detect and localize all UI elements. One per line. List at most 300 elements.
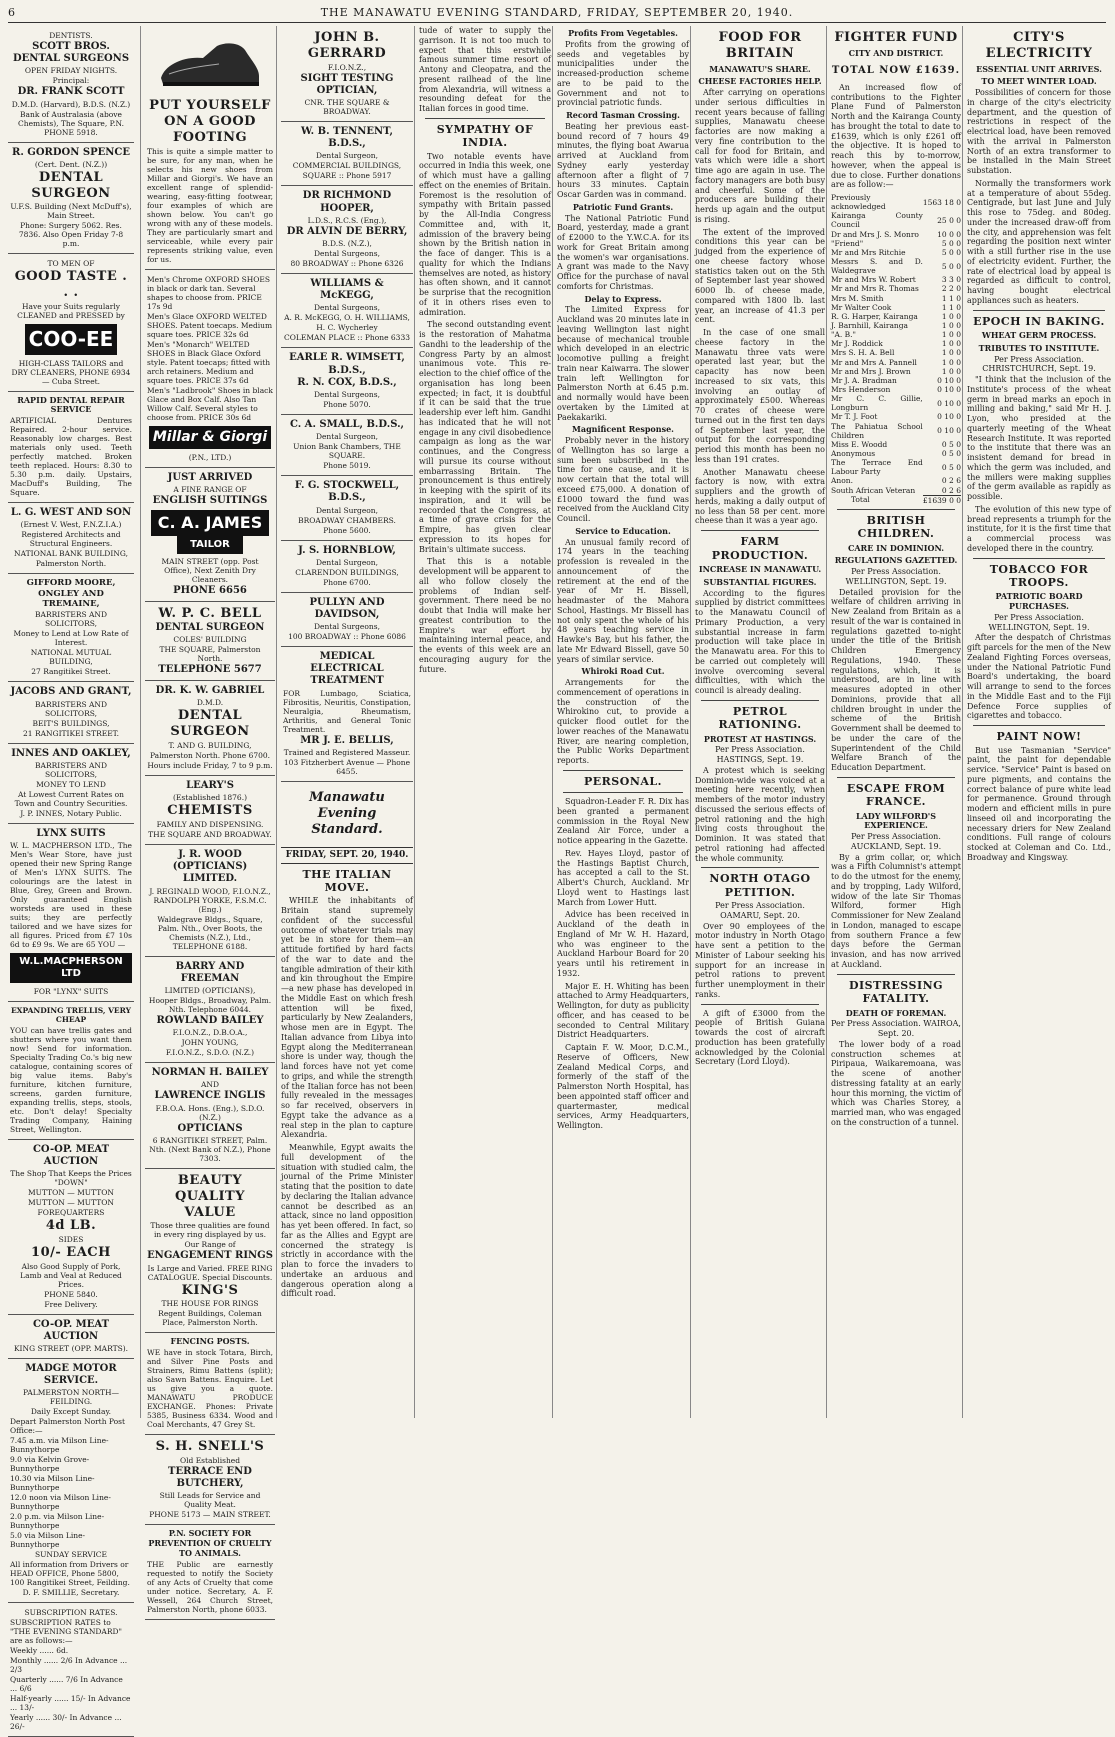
timetable-row: 2.0 p.m. via Milson Line-Bunnythorpe bbox=[10, 1512, 105, 1531]
ad-heading: FENCING POSTS. bbox=[170, 1336, 250, 1347]
ad-stockwell bbox=[281, 476, 413, 540]
donation-row bbox=[831, 348, 961, 357]
news-item-title: Whiroki Road Cut. bbox=[581, 666, 665, 677]
news-item-title: Delay to Express. bbox=[584, 293, 662, 304]
ad-heading: LEARY'S bbox=[186, 780, 234, 792]
ad-heading: L. G. WEST AND SON bbox=[10, 507, 132, 519]
paint-ad-text: But use Tasmanian "Service" paint, the paint for dependable service. "Service" Paint is based on pure pigments, and contains the correct balance of pure white lead for permanence. Ground through modern and efficient mills in pure linseed oil and incorporating the necessary driers for New Zealand conditions. Full range of colours stocked at Coleman and Co. Ltd., Broadway and Kingsway. bbox=[967, 745, 1111, 862]
article-paragraph: "I think that the inclusion of the Institute's process of the wheat germ in bread marks an epoch in milling and baking," said Mr H. J. Lyon, who presided at the quarterly meeting of the Wheat Research Institute. It was reported to the institute that there was an insistent demand for bread in which the germ was included, and the millers were making supplies of the germ available as rapidly as possible. bbox=[967, 375, 1111, 502]
ad-bailey-inglis bbox=[145, 1063, 275, 1169]
ad-line: OPEN FRIDAY NIGHTS. bbox=[24, 66, 118, 76]
article-subheading: CARE IN DOMINION. bbox=[847, 542, 945, 553]
ad-line: Those three qualities are found in every ring displayed by us. bbox=[150, 1221, 270, 1240]
donation-row bbox=[831, 422, 961, 440]
ad-line: Dental Surgeon, bbox=[315, 505, 379, 515]
ad-heading: W. P. C. BELL bbox=[158, 605, 262, 621]
ad-line: BARRISTERS AND SOLICITORS, bbox=[35, 760, 107, 779]
ad-jr-wood bbox=[145, 845, 275, 957]
ad-innes-oakley bbox=[8, 744, 134, 824]
ad-madge-motor bbox=[8, 1359, 134, 1603]
page-number: 6 bbox=[8, 6, 16, 19]
ad-line: Have your Suits regularly CLEANED and PRESSED by bbox=[17, 302, 125, 321]
dateline: Per Press Association. CHRISTCHURCH, Sept. 19. bbox=[982, 354, 1096, 374]
article-paragraph: Possibilities of concern for those in charge of the city's electricity department, and the question of restrictions in respect of the electrical load, have been removed with the arrival in Palmerston North of an extra transformer to be installed in the Main Street substation. bbox=[967, 88, 1111, 176]
ad-heading: JOHN B. GERRARD bbox=[307, 30, 387, 61]
column-3 bbox=[276, 26, 417, 1418]
ad-line: F.I.O.N.Z., S.D.O. (N.Z.) bbox=[165, 1048, 255, 1058]
donation-row bbox=[831, 367, 961, 376]
ad-line: The Shop That Keeps the Prices "DOWN" bbox=[10, 1168, 132, 1187]
masthead-title: THE MANAWATU EVENING STANDARD, FRIDAY, SEPTEMBER 20, 1940. bbox=[320, 6, 794, 19]
divider bbox=[701, 867, 819, 868]
ad-heading: EXPANDING TRELLIS, VERY CHEAP bbox=[10, 1006, 132, 1025]
article-headline: PETROL RATIONING. bbox=[718, 704, 802, 732]
ad-heading: PULLYN AND DAVIDSON, bbox=[309, 596, 385, 620]
donor-name: Dr and Mrs J. S. Monro bbox=[831, 229, 919, 239]
ad-coop-meat bbox=[8, 1140, 134, 1315]
ad-lynx-suits bbox=[8, 824, 134, 1003]
ad-west-and-son bbox=[8, 503, 134, 574]
ad-line: AND bbox=[201, 1080, 219, 1090]
donor-name: Mrs M. Smith bbox=[831, 293, 884, 303]
ad-line: Daily Except Sunday. bbox=[30, 1407, 112, 1417]
column-2 bbox=[140, 26, 279, 1614]
ad-line: MUTTON — MUTTON bbox=[28, 1187, 114, 1197]
article-subheading: CITY AND DISTRICT. bbox=[848, 47, 944, 58]
ca-james-logo: C. A. JAMES bbox=[151, 510, 269, 536]
donation-amount: 0 10 0 bbox=[937, 398, 961, 408]
ad-wpc-bell bbox=[145, 602, 275, 681]
ad-heading: MEDICAL ELECTRICAL TREATMENT bbox=[310, 651, 384, 687]
ad-line: CLARENDON BUILDINGS, bbox=[295, 567, 399, 577]
column-5 bbox=[552, 26, 693, 1418]
ad-scott-bros bbox=[8, 26, 134, 143]
ad-line: D.M.D. bbox=[196, 698, 224, 708]
edition-date: FRIDAY, SEPT. 20, 1940. bbox=[281, 847, 413, 864]
ad-heading: DR. FRANK SCOTT bbox=[17, 86, 125, 98]
donor-name: Mr and Mrs A. Pannell bbox=[831, 357, 917, 367]
ad-line: WE have in stock Totara, Birch, and Silver Pine Posts and Strainers, Rimu Battens (split); also Sawn Battens. Enquire. Let us give you a quote. MANAWATU PRODUCE EXCHANGE. Phones: Private 5385, Business 6334. Wood and Coal Merchants, 47 Grey St. bbox=[147, 1348, 273, 1430]
donor-name: Mr and Mrs W. Robert bbox=[831, 275, 916, 285]
ad-heading: TERRACE END BUTCHERY, bbox=[168, 1466, 252, 1490]
ad-line: W. L. MACPHERSON LTD., The Men's Wear Store, have just opened their new Spring Range of Men's LYNX SUITS. The colourings are the latest in Blue, Grey, Green and Brown. Only guaranteed English worsteds are used in these suits; they are perfectly tailored and we have sizes for all figures. Priced from £7 10s 6d to £9 9s. We are 65 YOU — bbox=[10, 840, 132, 949]
ad-heading: CO-OP. MEAT AUCTION bbox=[32, 1143, 110, 1167]
ad-gifford-moore bbox=[8, 574, 134, 682]
article-subheading: WHEAT GERM PROCESS. bbox=[981, 330, 1097, 341]
shoe-illustration bbox=[155, 34, 265, 94]
ad-line: FOREQUARTERS bbox=[37, 1207, 105, 1217]
ad-barry-freeman bbox=[145, 957, 275, 1064]
donor-name: South African Veteran bbox=[831, 485, 916, 495]
news-item-body: An unusual family record of 174 years in the teaching profession is revealed in the announcement of the retirement at the end of the year of Mr H. Bissell, headmaster of the Mahora School, Hastings. Mr Bissell has not only spent the whole of his 48 years teaching service in Hawke's Bay, but his father, the late Mr Edward Bissell, gave 50 years of similar service. bbox=[557, 537, 689, 664]
article-headline: BRITISH CHILDREN. bbox=[857, 513, 935, 541]
ad-line: MAIN STREET (opp. Post Office), Next Zenith Dry Cleaners. bbox=[161, 556, 259, 584]
divider bbox=[563, 770, 683, 771]
ad-small bbox=[281, 415, 413, 476]
ad-line: Our Range of bbox=[184, 1240, 236, 1250]
ad-line: Waldegrave Bldgs., Square, Palm. Nth., Over Boots, the Chemists (N.Z.), Ltd., TELEPHONE 6188. bbox=[157, 914, 263, 951]
donation-row bbox=[831, 303, 961, 312]
article-subheading: SUBSTANTIAL FIGURES. bbox=[703, 576, 817, 587]
article-paragraph: Normally the transformers work at a temperature of about 55deg. Centigrade, but last June and July this rose to 75deg. and 80deg. under the increased draw-off from the city, and apprehension was felt regarding the position next winter with a still further rise in the use of electricity evident. Further, the rate of electrical load by appeal is regarded as difficult to control, having bought electrical appliances such as heaters. bbox=[967, 178, 1111, 305]
donor-name: "A. B." bbox=[831, 330, 856, 340]
ad-tennent bbox=[281, 122, 413, 186]
ad-line: D.M.D. (Harvard), B.D.S. (N.Z.) bbox=[11, 99, 131, 109]
dateline: Per Press Association. WELLINGTON, Sept. 19. bbox=[988, 612, 1090, 632]
donation-row bbox=[831, 193, 961, 211]
donation-row bbox=[831, 440, 961, 449]
article-subheading: DEATH OF FOREMAN. bbox=[845, 1007, 947, 1018]
ad-line: Phone 5070. bbox=[323, 399, 371, 409]
ad-line: Phone 5019. bbox=[323, 461, 371, 471]
donor-name: R. G. Harper, Kairanga bbox=[831, 311, 918, 321]
ad-heading: DENTAL SURGEON bbox=[170, 708, 250, 740]
ad-line: Phone: Surgery 5062. Res. 7836. Also Open Friday 7-8 p.m. bbox=[18, 221, 124, 249]
ad-line: A. R. McKEGG, O. H. WILLIAMS, bbox=[284, 313, 410, 323]
shoe-item: Men's "Ladbrook" Shoes in black Glace and Box Calf. Also Tan Willow Calf. Several styles to choose from. PRICE 30s 6d bbox=[147, 385, 273, 422]
ad-shoe-range bbox=[145, 270, 275, 468]
article-subheading: PROTEST AT HASTINGS. bbox=[703, 733, 817, 744]
article-paragraph: The second outstanding event is the restoration of Mahatma Gandhi to the leadership of the Congress Party by an almost unanimous vote. This re-election to the chief office of the organisation has long been expected; in fact, it is doubtful if it can be said that the true leadership ever left him. Gandhi has indicated that he will not engage in any civil disobedience campaign as long as the war continues, and the Congress will pursue its course without embarrassing Britain. The pronouncement is thus entirely in keeping with the spirit of its inspiration, and it will be recorded that the Congress, at a time of grave crisis for the Empire, has given clear expression to its hopes for Britain's ultimate success. bbox=[419, 320, 551, 554]
ad-heading: DENTAL SURGEON bbox=[31, 169, 111, 201]
fund-total: TOTAL NOW £1639. bbox=[831, 64, 961, 76]
article-subheading: TRIBUTES TO INSTITUTE. bbox=[978, 342, 1100, 353]
donation-amount: 1 0 0 bbox=[941, 348, 961, 358]
ad-heading: DENTAL SURGEON bbox=[155, 621, 265, 633]
donor-name: Previously acknowledged bbox=[831, 193, 886, 212]
donation-amount: 0 10 0 bbox=[937, 426, 961, 436]
paper-name-line-1: Manawatu bbox=[309, 789, 385, 805]
ad-heading: VALUE bbox=[184, 1204, 236, 1220]
article-subheading: PATRIOTIC BOARD PURCHASES. bbox=[995, 591, 1083, 612]
ad-line: (P.N., LTD.) bbox=[188, 452, 232, 462]
divider bbox=[973, 558, 1105, 559]
ad-line: Also Good Supply of Pork, Lamb and Veal at Reduced Prices. bbox=[20, 1261, 122, 1289]
ad-line: U.F.S. Building (Next McDuff's), Main Street. bbox=[10, 202, 132, 221]
rate-row: Monthly ...... 2/6 In Advance ... 2/3 bbox=[10, 1656, 128, 1675]
ad-line: 21 RANGITIKEI STREET. bbox=[23, 728, 119, 738]
donation-amount: 1563 18 0 bbox=[922, 197, 961, 207]
column-6 bbox=[690, 26, 829, 1418]
rate-row: Weekly ...... 6d. bbox=[10, 1646, 69, 1656]
donation-amount: 5 0 0 bbox=[941, 261, 961, 271]
ad-hornblow bbox=[281, 541, 413, 593]
ad-heading: C. A. SMALL, B.D.S., bbox=[289, 418, 405, 430]
news-item-body: Beating her previous east-bound record of 7 hours 49 minutes, the flying boat Awarua arrived at Auckland from Sydney early yesterday afternoon after a flight of 7 hours 33 minutes. Captain Oscar Garden was in command. bbox=[557, 121, 689, 199]
article-subheading: ESSENTIAL UNIT ARRIVES. bbox=[976, 63, 1102, 74]
donation-row bbox=[831, 394, 961, 412]
ad-line: PHONE 5840. bbox=[44, 1289, 98, 1299]
ad-line: At Lowest Current Rates on Town and Country Securities. bbox=[14, 789, 128, 808]
ad-pullyn-davidson bbox=[281, 593, 413, 647]
ad-line: H. C. Wycherley bbox=[316, 323, 378, 333]
ad-coop-meat-address bbox=[8, 1315, 134, 1359]
ad-heading: ENGAGEMENT RINGS bbox=[147, 1250, 273, 1262]
macpherson-logo: W.L.MACPHERSON LTD bbox=[10, 953, 132, 983]
ad-line: BROADWAY CHAMBERS. bbox=[298, 515, 396, 525]
timetable-row: 10.30 via Milson Line-Bunnythorpe bbox=[10, 1474, 95, 1493]
ad-heading: F. G. STOCKWELL, B.D.S., bbox=[294, 480, 400, 504]
ad-line: Dental Surgeons, bbox=[314, 622, 380, 632]
news-item-title: Service to Education. bbox=[575, 525, 671, 536]
ad-williams-mckegg bbox=[281, 274, 413, 348]
ad-line: TO MEN OF bbox=[47, 259, 95, 269]
ad-phone: TELEPHONE 5677 bbox=[158, 663, 262, 675]
article-headline: THE ITALIAN MOVE. bbox=[302, 867, 392, 894]
ad-line: HIGH-CLASS TAILORS and DRY CLEANERS, PHONE 6934 — Cuba Street. bbox=[11, 358, 131, 386]
ad-heading: KING'S bbox=[181, 1282, 239, 1298]
donor-name: Mrs S. H. A. Bell bbox=[831, 348, 895, 358]
ad-heading: RAPID DENTAL REPAIR SERVICE bbox=[17, 394, 125, 415]
donor-name: Messrs S. and D. Waldegrave bbox=[831, 257, 923, 276]
ad-line: Palmerston North. Phone 6700. bbox=[149, 751, 271, 761]
news-item-title: Profits From Vegetables. bbox=[568, 28, 678, 38]
news-item-title: Patriotic Fund Grants. bbox=[572, 201, 674, 212]
ad-line: LIMITED (OPTICIANS), bbox=[164, 986, 256, 996]
ad-heading: SIGHT TESTING OPTICIAN, bbox=[300, 72, 394, 96]
ad-line: Free Delivery. bbox=[44, 1299, 98, 1309]
donation-row bbox=[831, 230, 961, 239]
ad-line: THE SQUARE AND BROADWAY. bbox=[148, 830, 272, 840]
ad-line: Palmerston North. bbox=[35, 559, 107, 569]
donation-amount: 10 0 0 bbox=[937, 229, 961, 239]
ad-kings-rings bbox=[145, 1169, 275, 1334]
ad-heading: J. R. WOOD (OPTICIANS) LIMITED. bbox=[172, 849, 248, 885]
ad-heading: CHEMISTS bbox=[167, 803, 253, 819]
ad-snells bbox=[145, 1435, 275, 1525]
donation-row bbox=[831, 294, 961, 303]
ad-line: T. AND G. BUILDING, bbox=[168, 741, 252, 751]
ad-line: Is Large and Varied. FREE RING CATALOGUE. Special Discounts. bbox=[147, 1263, 273, 1282]
ad-line: Hours include Friday, 7 to 9 p.m. bbox=[147, 761, 273, 771]
cooee-logo: COO-EE bbox=[25, 324, 118, 354]
divider bbox=[973, 725, 1105, 726]
ad-line: Money to Lend at Low Rate of Interest. bbox=[13, 629, 129, 648]
column-7 bbox=[826, 26, 965, 1418]
article-paragraph: Detailed provision for the welfare of children arriving in New Zealand from Britain as a result of the war is contained in regulations gazetted to-night under the title of the British Children Emergency Regulations, 1940. These regulations, which, it is understood, are in line with measures adopted in other Dominions, provide that all children brought in under the scheme of the British Government shall be deemed to be under the care of the Superintendent of the Child Welfare Branch of the Education Department. bbox=[831, 587, 961, 773]
masthead bbox=[8, 4, 1106, 23]
ad-line: Registered Architects and Structural Engineers. bbox=[21, 530, 121, 549]
article-paragraph: A gift of £3000 from the people of British Guiana towards the cost of aircraft production has been gratefully acknowledged by the Colonial Secretary (Lord Lloyd). bbox=[695, 1008, 825, 1067]
donor-name: J. Barnhill, Kairanga bbox=[831, 321, 909, 331]
ad-spca bbox=[145, 1525, 275, 1619]
donation-amount: 0 2 6 bbox=[941, 485, 961, 495]
donation-row bbox=[831, 330, 961, 339]
ad-heading: GIFFORD MOORE, ONGLEY AND TREMAINE, bbox=[26, 578, 116, 609]
rate-row: Quarterly ...... 7/6 In Advance ... 6/6 bbox=[10, 1675, 123, 1694]
ad-line: COLEMAN PLACE :: Phone 6333 bbox=[284, 333, 410, 343]
paper-name-line-2: Evening Standard. bbox=[311, 806, 383, 838]
ad-fencing-posts bbox=[145, 1333, 275, 1435]
ad-line: Principal: bbox=[52, 76, 90, 86]
dateline: Per Press Association. WAIROA, Sept. 20. bbox=[831, 1019, 961, 1039]
ad-line: Trained and Registered Masseur. bbox=[283, 747, 411, 757]
divider bbox=[701, 700, 819, 701]
donation-amount: 0 5 0 bbox=[941, 462, 961, 472]
news-item-body: The Limited Express for Auckland was 20 minutes late in leaving Wellington last night because of mechanical trouble which developed in an electric locomotive pulling a freight train near Kaiwarra. The slower train left Wellington for Palmerston North at 6.45 p.m. and normally would have been overtaken by the Limited at Paekakariki. bbox=[557, 305, 689, 422]
donation-row bbox=[831, 275, 961, 284]
donation-amount: 5 0 0 bbox=[941, 238, 961, 248]
article-subheading: INCREASE IN MANAWATU. bbox=[698, 564, 822, 575]
ad-price: 4d LB. bbox=[45, 1217, 97, 1233]
divider bbox=[837, 974, 955, 975]
article-paragraph: WHILE the inhabitants of Britain stand supremely confident of the successful outcome of whatever trials may yet be in store for them—an attitude fortified by hard facts of the war to date and the tangible admiration of their kith and kin throughout the Empire—a new phase has developed in the Middle East on which fresh attention will be fixed, particularly by New Zealanders, whose men are in Egypt. The Italian advance from Libya into Egypt along the Mediterranean shore is under way, though the land forces have not yet come to grips, and while the strength of the Italian force has not been fully revealed in the messages so far received, observers in Egypt take the advance as a real step in the plan to capture Alexandria. bbox=[281, 896, 413, 1140]
news-item-title: Magnificent Response. bbox=[572, 424, 674, 435]
donor-name: "Friend" bbox=[831, 238, 864, 248]
donation-row bbox=[831, 385, 961, 394]
divider bbox=[837, 777, 955, 778]
ad-line: Phone 6700. bbox=[323, 577, 371, 587]
ad-line: F.B.O.A. Hons. (Eng.), S.D.O. (N.Z.) bbox=[155, 1103, 265, 1122]
ad-line: Dental Surgeons, bbox=[314, 249, 380, 259]
rate-row: Half-yearly ...... 15/- In Advance ... 13/- bbox=[10, 1694, 131, 1713]
shoe-item: Men's Chrome OXFORD SHOES in black or dark tan. Several shapes to choose from. PRICE 17s 9d bbox=[147, 274, 271, 311]
ad-line: YOU can have trellis gates and shutters where you want them now! Send for information. Specialty Trading Co.'s big new catalogue, containing scores of big value items. Baby's furniture, kitchen furniture, screens, garden furniture, expanding trellis, steps, stools, etc. Don't delay! Specialty Trading Company, Haining Street, Wellington. bbox=[10, 1025, 132, 1134]
donation-row bbox=[831, 312, 961, 321]
article-paragraph: After carrying on operations under serious difficulties in recent years because of falling supplies, Manawatu cheese factories are now making a very fine contribution to the call for food for Britain, and vats which were idle a short time ago are again in use. The factory managers are both busy and cheerful. Some of the producers are building their herds up again and the output is rising. bbox=[695, 88, 825, 224]
ad-heading: SUBSCRIPTION RATES. bbox=[24, 1608, 118, 1618]
shoe-item: Men's "Monarch" WELTED SHOES in Black Glace Oxford style. Patent toecaps; fitted with arch retainers. Medium and square toes. PRICE 37s 6d bbox=[147, 339, 271, 385]
donation-amount: 1 0 0 bbox=[941, 339, 961, 349]
article-paragraph: The lower body of a road construction schemes at Piripaua, Waikaremoana, was the scene of another distressing fatality at an early hour this morning, the victim of which was Charles Storey, a married man, who was engaged on the construction of a tunnel. bbox=[831, 1039, 961, 1127]
article-paragraph: A protest which is seeking Dominion-wide was voiced at a meeting here recently, when members of the motor industry discussed the serious effects of petrol rationing and the high living costs throughout the Dominion. It was stated that petrol rationing had affected the whole community. bbox=[695, 765, 825, 863]
donor-name: Mr T. J. Foot bbox=[831, 412, 878, 422]
timetable-row: 7.45 a.m. via Milson Line-Bunnythorpe bbox=[10, 1436, 109, 1455]
dateline: Per Press Association. HASTINGS, Sept. 19. bbox=[715, 745, 805, 765]
ad-line: THE HOUSE FOR RINGS bbox=[161, 1299, 259, 1309]
ad-line: 27 Rangitikei Street. bbox=[31, 667, 111, 677]
ad-line: NATIONAL MUTUAL BUILDING, bbox=[30, 648, 112, 667]
donor-name: Miss E. Woodd bbox=[831, 439, 888, 449]
donation-row bbox=[831, 358, 961, 367]
ad-heading: DR RICHMOND HOOPER, bbox=[302, 190, 392, 214]
donor-name: Mr J. Roddick bbox=[831, 339, 883, 349]
ad-line: Phone 5600. bbox=[323, 525, 371, 535]
ad-gordon-spence bbox=[8, 143, 134, 255]
ad-bellis bbox=[281, 647, 413, 782]
ad-line: J. P. INNES, Notary Public. bbox=[20, 808, 122, 818]
article-paragraph: In the case of one small cheese factory in the Manawatu three vats were operated last year, but the capacity has now been increased to six vats, this involving an outlay of approximately £500. Whereas 70 crates of cheese were turned out in the first ten days of September last year, the output for the corresponding period this month has been no less than 191 crates. bbox=[695, 328, 825, 464]
tailor-logo: TAILOR bbox=[177, 536, 243, 554]
donation-amount: 3 3 0 bbox=[941, 275, 961, 285]
donation-row bbox=[831, 248, 961, 257]
ad-line: Still Leads for Service and Quality Meat. bbox=[159, 1491, 261, 1510]
personal-item: Rev. Hayes Lloyd, pastor of the Hastings Baptist Church, has accepted a call to the St. Albert's Church, Auckland. Mr Lloyd went to Hastings last March from Lower Hutt. bbox=[557, 848, 689, 907]
ad-heading: J. S. HORNBLOW, bbox=[298, 544, 396, 556]
donation-row bbox=[831, 449, 961, 458]
ad-line: Dental Surgeon, bbox=[315, 557, 379, 567]
donor-name: Kairanga County Council bbox=[831, 211, 923, 230]
article-paragraph: According to the figures supplied by district committees to the Manawatu Council of Primary Production, a very substantial increase in farm production will take place in the Manawatu area. For this to be carried out completely will involve overcoming several difficulties, with which the council is already dealing. bbox=[695, 588, 825, 696]
divider bbox=[701, 1004, 819, 1005]
article-headline: NORTH OTAGO PETITION. bbox=[709, 872, 811, 899]
article-subheading: CHEESE FACTORIES HELP. bbox=[698, 76, 822, 87]
ad-heading: JACOBS AND GRANT, bbox=[10, 686, 132, 698]
article-paragraph: An increased flow of contributions to the Fighter Plane Fund of Palmerston North and the Kairanga County has brought the total to date to £1639, which is only £261 off the objective. It is hoped to reach this by to-morrow, however, when the appeal is due to close. Further donations are as follow:— bbox=[831, 82, 961, 190]
article-paragraph: Two notable events have occurred in India this week, one of which must have a galling effect on the enemies of Britain. Foremost is the resolution of sympathy with Britain passed by the All-India Congress Committee and, with it, admission of the bravery being shown by the British nation in the face of danger. This is a quality for which the Indians themselves are noted, as history has often shown, and it cannot be surprise that the recognition of it in others rises even to admiration. bbox=[419, 151, 551, 317]
ad-line: MUTTON — MUTTON bbox=[28, 1197, 114, 1207]
donation-amount: 25 0 0 bbox=[937, 215, 961, 225]
ad-line: FAMILY AND DISPENSING. bbox=[156, 820, 264, 830]
ad-hooper-deberry bbox=[281, 186, 413, 274]
ad-line: Dental Surgeons, bbox=[314, 303, 380, 313]
article-paragraph: tude of water to supply the garrison. It is not too much to expect that this erstwhile famous summer time resort of Antony and Cleopatra, and the present railhead of the line from Alexandria, will witness a resounding defeat for the Italian forces in good time. bbox=[419, 26, 551, 113]
ad-line: COMMERCIAL BUILDINGS, bbox=[292, 161, 402, 171]
ad-heading: DR ALVIN DE BERRY, bbox=[286, 225, 408, 237]
donation-row bbox=[831, 211, 961, 229]
news-item-body: Arrangements for the commencement of operations in the construction of the Whirokino cut, to provide a quicker flood outlet for the lower reaches of the Manawatu River, are nearing completion, the Public Works Department reports. bbox=[557, 678, 689, 765]
ad-line: (Cert. Dent. (N.Z.)) bbox=[34, 159, 108, 169]
ad-line: NATIONAL BANK BUILDING, bbox=[14, 549, 128, 559]
news-item-body: Probably never in the history of Wellington has so large a sum been subscribed in the time for one cause, and it is now certain that the total will exceed £75,000. A donation of £1000 toward the fund was received from the Auckland City Council. bbox=[557, 436, 689, 523]
ad-line: A FINE RANGE OF bbox=[173, 484, 247, 494]
donor-name: Mr and Mrs Ritchie bbox=[831, 247, 906, 257]
donation-amount: 1 0 0 bbox=[941, 321, 961, 331]
news-item-body: Profits from the growing of seeds and vegetables by municipalities under the increased-production scheme are to be paid to the Government and not to provincial patriotic funds. bbox=[557, 39, 689, 108]
ad-line: Dental Surgeon, bbox=[315, 432, 379, 442]
ad-line: Old Established bbox=[179, 1456, 241, 1466]
ad-line: ARTIFICIAL Dentures Repaired. 2-hour service. Reasonably low charges. Best materials only used. Teeth perfectly matched. Broken teeth replaced. Hours: 8.30 to 5.30 p.m. daily. Upstairs, MacDuff's Building, The Square. bbox=[10, 416, 132, 498]
ad-line: J. REGINALD WOOD, F.I.O.N.Z., RANDOLPH YORKE, F.S.M.C. (Eng.) bbox=[149, 886, 271, 914]
ad-line: All information from Drivers or HEAD OFFICE, Phone 5800, 100 Rangitikei Street, Feilding. bbox=[10, 1560, 130, 1588]
ad-line: 6 RANGITIKEI STREET, Palm. Nth. (Next Bank of N.Z.), Phone 7303. bbox=[149, 1135, 271, 1163]
ad-line: FOR Lumbago, Sciatica, Fibrositis, Neuritis, Constipation, Neuralgia, Rheumatism, Arthritis, and General Tonic Treatment. bbox=[283, 688, 411, 734]
ad-heading: S. H. SNELL'S bbox=[155, 1439, 265, 1455]
article-headline: TOBACCO FOR TROOPS. bbox=[989, 562, 1089, 590]
donation-total-amount: £1639 0 0 bbox=[922, 495, 961, 505]
personal-item: Squadron-Leader F. R. Dix has been granted a permanent commission in the Royal New Zealand Air Force, under a notice appearing in the Gazette. bbox=[557, 797, 689, 846]
article-headline: EPOCH IN BAKING. bbox=[973, 314, 1105, 328]
ad-ca-james bbox=[145, 468, 275, 602]
ad-heading: NORMAN H. BAILEY bbox=[151, 1067, 269, 1079]
ad-heading: P.N. SOCIETY FOR PREVENTION OF CRUELTY TO ANIMALS. bbox=[148, 1528, 272, 1558]
ad-gerrard bbox=[281, 26, 413, 122]
ad-jacobs-grant bbox=[8, 682, 134, 743]
ad-line: D. F. SMILLIE, Secretary. bbox=[22, 1588, 120, 1598]
ad-subscription-rates bbox=[8, 1603, 134, 1737]
ad-line: Dental Surgeon, bbox=[315, 151, 379, 161]
ad-heading: LYNX SUITS bbox=[36, 827, 106, 839]
ad-millar-giorgi bbox=[145, 26, 275, 270]
ad-heading: EARLE R. WIMSETT, B.D.S., bbox=[289, 352, 405, 376]
ad-price: 10/- EACH bbox=[31, 1244, 111, 1260]
dateline: Per Press Association. OAMARU, Sept. 20. bbox=[715, 901, 805, 920]
ad-heading: BEAUTY bbox=[177, 1172, 243, 1188]
donation-total-label: Total bbox=[851, 495, 870, 505]
ad-line: Union Bank Chambers, THE SQUARE. bbox=[293, 442, 401, 461]
article-headline: DISTRESSING FATALITY. bbox=[848, 978, 944, 1006]
timetable-row: 5.0 via Milson Line-Bunnythorpe bbox=[10, 1531, 86, 1550]
column-1 bbox=[8, 26, 138, 1732]
ad-line: Bank of Australasia (above Chemists), The Square, P.N. PHONE 5918. bbox=[18, 109, 124, 137]
ad-line: PHONE 5173 — MAIN STREET. bbox=[149, 1510, 271, 1520]
personal-item: Advice has been received in Auckland of the death in England of Mr W. H. Hazard, who was engineer to the Auckland Harbour Board for 20 years until his retirement in 1932. bbox=[557, 910, 689, 978]
ad-line: Dental Surgeons, bbox=[314, 389, 380, 399]
ad-learys bbox=[145, 776, 275, 845]
donation-row bbox=[831, 476, 961, 485]
ad-line: MONEY TO LEND bbox=[36, 779, 106, 789]
donation-amount: 1 1 0 bbox=[941, 302, 961, 312]
donation-row bbox=[831, 376, 961, 385]
ad-heading: ENGLISH SUITINGS bbox=[152, 494, 268, 506]
donor-name: Anon. bbox=[831, 476, 853, 486]
news-item-title: Record Tasman Crossing. bbox=[566, 110, 680, 120]
ad-trellis bbox=[8, 1002, 134, 1139]
ad-line: L.D.S., R.C.S. (Eng.), bbox=[307, 215, 387, 225]
article-headline: FOOD FOR BRITAIN bbox=[718, 30, 802, 61]
ad-heading: R. GORDON SPENCE bbox=[12, 146, 130, 158]
donation-amount: 1 1 0 bbox=[941, 293, 961, 303]
